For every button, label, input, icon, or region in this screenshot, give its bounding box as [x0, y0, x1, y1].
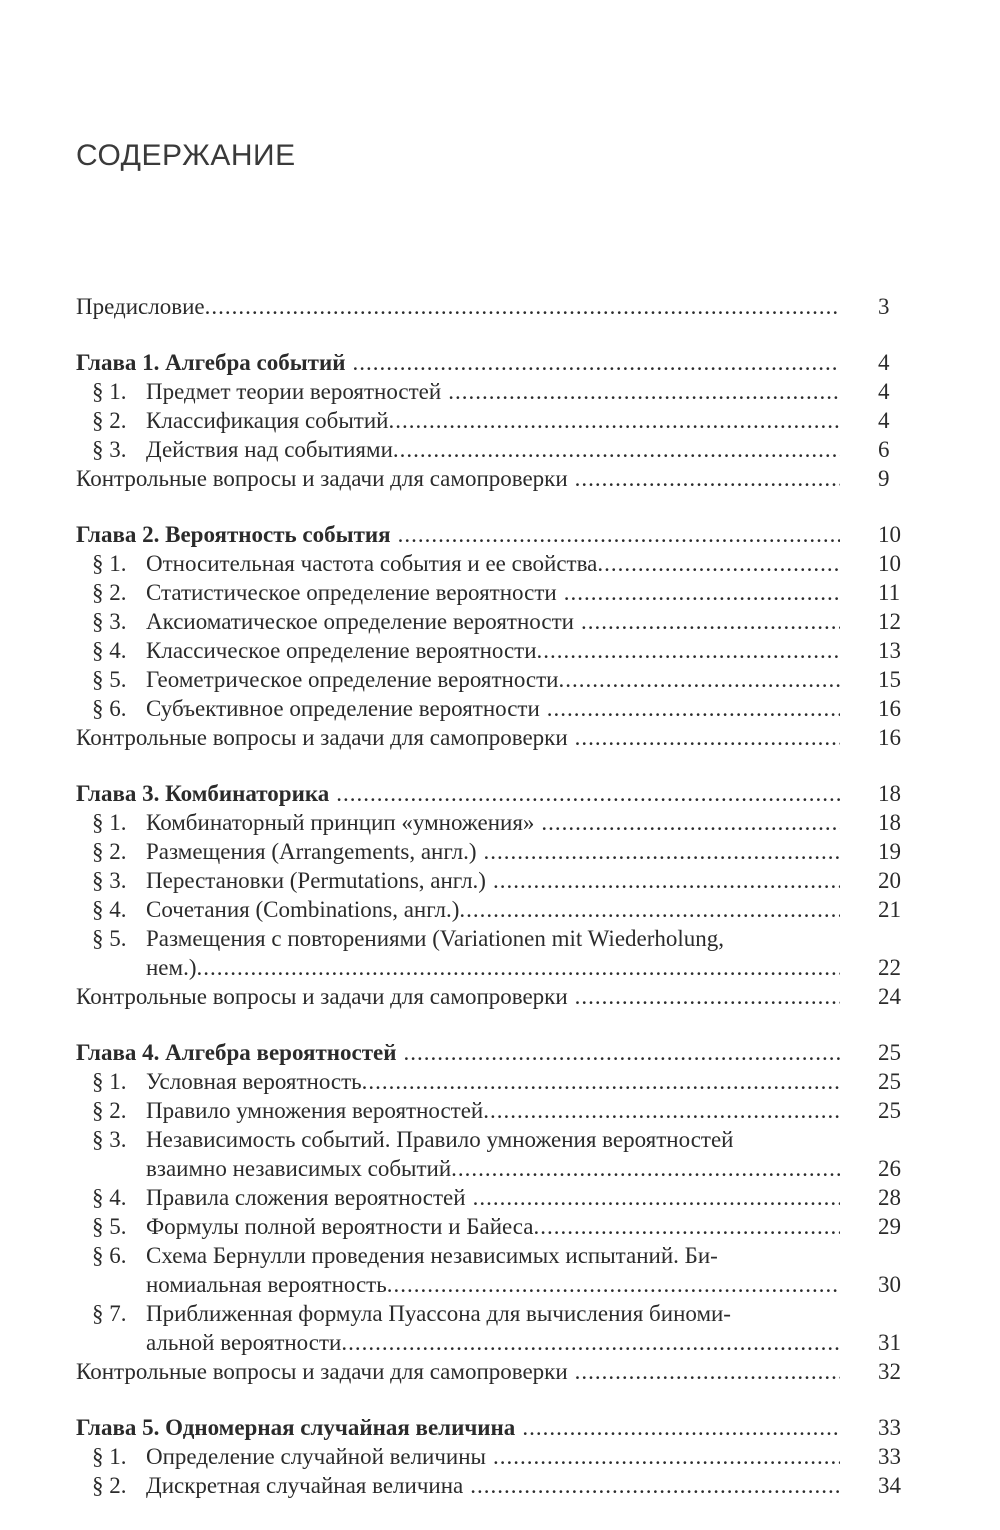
toc-entry-continuation: [146, 953, 840, 982]
leader-dots: [597, 549, 840, 578]
toc-entry-continuation: [146, 1270, 840, 1299]
page-number: 18: [878, 781, 901, 806]
entry-label-continued: альной вероятности: [146, 1330, 342, 1355]
toc-entry-line: [76, 348, 840, 377]
entry-label: Геометрическое определение вероятности: [146, 667, 559, 692]
leader-dots: [336, 779, 840, 808]
toc-entry[interactable]: [0, 1413, 1000, 1442]
toc-entry-line: [92, 1096, 840, 1125]
toc-entry-line: [92, 578, 840, 607]
toc-entry[interactable]: [0, 435, 1000, 464]
toc-entry-line: [76, 464, 840, 493]
section-mark: § 4.: [92, 1185, 127, 1210]
toc-group-chapter-5: [0, 1413, 1000, 1500]
leader-dots: [493, 1442, 840, 1471]
page-number: 10: [878, 551, 901, 576]
chapter-label: Глава 3. Комбинаторика: [76, 781, 330, 806]
section-mark: § 3.: [92, 609, 127, 634]
leader-dots: [575, 723, 840, 752]
leader-dots: [388, 406, 840, 435]
toc-entry[interactable]: [0, 607, 1000, 636]
toc-entry-continuation: [146, 1154, 840, 1183]
leader-dots: [575, 1357, 840, 1386]
page-number: 4: [878, 379, 890, 404]
toc-entry[interactable]: [0, 1212, 1000, 1241]
toc-entry[interactable]: [0, 1183, 1000, 1212]
toc-entry[interactable]: [0, 1471, 1000, 1500]
toc-entry-line: [92, 607, 840, 636]
entry-label-continued: взаимно независимых событий: [146, 1156, 452, 1181]
page-title: СОДЕРЖАНИЕ: [76, 139, 296, 172]
chapter-label: Глава 4. Алгебра вероятностей: [76, 1040, 397, 1065]
entry-label: Схема Бернулли проведения независимых испытаний. Би-: [146, 1243, 718, 1268]
toc-entry-continuation: [146, 1328, 840, 1357]
toc-entry[interactable]: [0, 464, 1000, 493]
leader-dots: [470, 1471, 840, 1500]
page-number: 4: [878, 350, 890, 375]
section-mark: § 1.: [92, 1069, 127, 1094]
leader-dots: [341, 1328, 840, 1357]
toc-entry-line: [76, 1038, 840, 1067]
entry-label: Контрольные вопросы и задачи для самопроверки: [76, 466, 568, 491]
toc-entry-line: [92, 406, 840, 435]
toc-group-chapter-1: [0, 348, 1000, 493]
toc-entry[interactable]: [0, 292, 1000, 321]
section-mark: § 3.: [92, 437, 127, 462]
leader-dots: [451, 1154, 840, 1183]
entry-label: Приближенная формула Пуассона для вычисления биноми-: [146, 1301, 731, 1326]
leader-dots: [564, 578, 840, 607]
page-number: 13: [878, 638, 901, 663]
toc-entry[interactable]: [0, 808, 1000, 837]
toc-entry-line: [92, 1212, 840, 1241]
toc-entry-line: [92, 1183, 840, 1212]
page-number: 3: [878, 294, 890, 319]
entry-label: Комбинаторный принцип «умножения»: [146, 810, 535, 835]
section-mark: § 1.: [92, 379, 127, 404]
page-number: 19: [878, 839, 901, 864]
toc-entry-line: [92, 549, 840, 578]
toc-entry[interactable]: [0, 1096, 1000, 1125]
leader-dots: [353, 348, 841, 377]
section-mark: § 6.: [92, 696, 127, 721]
page-number: 24: [878, 984, 901, 1009]
section-mark: § 4.: [92, 638, 127, 663]
page-number: 25: [878, 1098, 901, 1123]
page-number: 20: [878, 868, 901, 893]
section-mark: § 6.: [92, 1243, 127, 1268]
page-number: 26: [878, 1156, 901, 1181]
entry-label: Контрольные вопросы и задачи для самопроверки: [76, 725, 568, 750]
leader-dots: [459, 895, 840, 924]
toc-entry-line: [76, 520, 840, 549]
toc-entry-line: [92, 636, 840, 665]
page-number: 31: [878, 1330, 901, 1355]
leader-dots: [522, 1413, 840, 1442]
page-number: 34: [878, 1473, 901, 1498]
toc-entry[interactable]: [0, 723, 1000, 752]
toc-entry[interactable]: [0, 1125, 1000, 1183]
toc-entry-line: [92, 435, 840, 464]
toc-entry-line: [76, 1413, 840, 1442]
page-number: 30: [878, 1272, 901, 1297]
page-number: 29: [878, 1214, 901, 1239]
entry-label: Формулы полной вероятности и Байеса: [146, 1214, 534, 1239]
toc-entry-line: [92, 694, 840, 723]
toc-entry[interactable]: [0, 348, 1000, 377]
leader-dots: [403, 1038, 840, 1067]
entry-label: Аксиоматическое определение вероятности: [146, 609, 574, 634]
leader-dots: [493, 866, 840, 895]
toc-entry[interactable]: [0, 1038, 1000, 1067]
page-number: 22: [878, 955, 901, 980]
toc-entry[interactable]: [0, 406, 1000, 435]
entry-label: Контрольные вопросы и задачи для самопроверки: [76, 1359, 568, 1384]
page-number: 10: [878, 522, 901, 547]
page-number: 21: [878, 897, 901, 922]
section-mark: § 2.: [92, 1098, 127, 1123]
chapter-label: Глава 2. Вероятность события: [76, 522, 391, 547]
section-mark: § 1.: [92, 551, 127, 576]
toc-group-preface: [0, 292, 1000, 321]
page-number: 18: [878, 810, 901, 835]
toc-entry-line: [76, 779, 840, 808]
entry-label: Относительная частота события и ее свойства: [146, 551, 598, 576]
leader-dots: [541, 808, 840, 837]
page-number: 15: [878, 667, 901, 692]
toc-entry-line: [92, 1442, 840, 1471]
section-mark: § 5.: [92, 667, 127, 692]
page-number: 6: [878, 437, 890, 462]
leader-dots: [398, 520, 840, 549]
toc-entry-line: [92, 1471, 840, 1500]
entry-label: Субъективное определение вероятности: [146, 696, 540, 721]
toc-entry-line: [92, 665, 840, 694]
chapter-label: Глава 1. Алгебра событий: [76, 350, 346, 375]
page-number: 25: [878, 1040, 901, 1065]
entry-label: Независимость событий. Правило умножения вероятностей: [146, 1127, 734, 1152]
section-mark: § 2.: [92, 580, 127, 605]
page-number: 33: [878, 1415, 901, 1440]
toc-entry-line: [92, 808, 840, 837]
entry-label: Классификация событий: [146, 408, 389, 433]
toc-entry[interactable]: [0, 520, 1000, 549]
toc-entry[interactable]: [0, 1357, 1000, 1386]
toc-group-chapter-4: [0, 1038, 1000, 1386]
entry-label: Предмет теории вероятностей: [146, 379, 442, 404]
leader-dots: [534, 1212, 841, 1241]
toc-entry[interactable]: [0, 924, 1000, 982]
section-mark: § 2.: [92, 1473, 127, 1498]
page-number: 33: [878, 1444, 901, 1469]
leader-dots: [537, 636, 840, 665]
toc-entry[interactable]: [0, 1442, 1000, 1471]
toc-entry-line: [76, 1357, 840, 1386]
section-mark: § 5.: [92, 1214, 127, 1239]
leader-dots: [448, 377, 840, 406]
leader-dots: [362, 1067, 840, 1096]
entry-label: Условная вероятность: [146, 1069, 362, 1094]
toc-entry-line: [76, 982, 840, 1011]
entry-label: Сочетания (Combinations, англ.): [146, 897, 460, 922]
toc-entry[interactable]: [0, 866, 1000, 895]
page-number: 32: [878, 1359, 901, 1384]
entry-label-continued: нем.): [146, 955, 197, 980]
section-mark: § 3.: [92, 868, 127, 893]
page-number: 9: [878, 466, 890, 491]
leader-dots: [575, 464, 840, 493]
section-mark: § 7.: [92, 1301, 127, 1326]
leader-dots: [205, 292, 840, 321]
toc-entry-line: [92, 1067, 840, 1096]
toc-entry[interactable]: [0, 1241, 1000, 1299]
toc-entry[interactable]: [0, 895, 1000, 924]
entry-label: Статистическое определение вероятности: [146, 580, 557, 605]
toc-entry[interactable]: [0, 1067, 1000, 1096]
section-mark: § 4.: [92, 897, 127, 922]
section-mark: § 2.: [92, 408, 127, 433]
toc-entry[interactable]: [0, 1299, 1000, 1357]
chapter-label: Глава 5. Одномерная случайная величина: [76, 1415, 516, 1440]
entry-label: Классическое определение вероятности: [146, 638, 537, 663]
entry-label: Размещения с повторениями (Variationen mit Wiederholung,: [146, 926, 725, 951]
toc-entry-line: [92, 1125, 840, 1154]
toc-entry[interactable]: [0, 694, 1000, 723]
toc-entry-line: [92, 866, 840, 895]
toc-entry[interactable]: [0, 837, 1000, 866]
leader-dots: [575, 982, 840, 1011]
toc-entry[interactable]: [0, 779, 1000, 808]
leader-dots: [473, 1183, 840, 1212]
toc-entry-line: [92, 924, 840, 953]
entry-label: Перестановки (Permutations, англ.): [146, 868, 486, 893]
leader-dots: [387, 1270, 840, 1299]
entry-label: Контрольные вопросы и задачи для самопроверки: [76, 984, 568, 1009]
toc-entry[interactable]: [0, 549, 1000, 578]
toc-entry[interactable]: [0, 636, 1000, 665]
page-number: 4: [878, 408, 890, 433]
toc-entry-line: [92, 377, 840, 406]
entry-label: Правило умножения вероятностей: [146, 1098, 484, 1123]
toc-entry[interactable]: [0, 377, 1000, 406]
entry-label-continued: номиальная вероятность: [146, 1272, 387, 1297]
section-mark: § 5.: [92, 926, 127, 951]
entry-label: Правила сложения вероятностей: [146, 1185, 466, 1210]
leader-dots: [484, 837, 840, 866]
leader-dots: [547, 694, 840, 723]
section-mark: § 2.: [92, 839, 127, 864]
toc-list: [0, 292, 1000, 1500]
entry-label: Размещения (Arrangements, англ.): [146, 839, 477, 864]
page-number: 11: [878, 580, 901, 605]
page-number: 16: [878, 725, 901, 750]
section-mark: § 3.: [92, 1127, 127, 1152]
toc-entry-line: [92, 895, 840, 924]
toc-entry-line: [76, 723, 840, 752]
toc-entry-line: [92, 1299, 840, 1328]
leader-dots: [558, 665, 840, 694]
toc-entry-line: [76, 292, 840, 321]
toc-entry[interactable]: [0, 982, 1000, 1011]
toc-entry[interactable]: [0, 578, 1000, 607]
toc-group-chapter-3: [0, 779, 1000, 1011]
leader-dots: [196, 953, 840, 982]
section-mark: § 1.: [92, 1444, 127, 1469]
entry-label: Определение случайной величины: [146, 1444, 486, 1469]
page-number: 25: [878, 1069, 901, 1094]
page-number: 16: [878, 696, 901, 721]
toc-group-chapter-2: [0, 520, 1000, 752]
toc-entry-line: [92, 837, 840, 866]
section-mark: § 1.: [92, 810, 127, 835]
leader-dots: [393, 435, 840, 464]
entry-label: Дискретная случайная величина: [146, 1473, 464, 1498]
toc-entry-line: [92, 1241, 840, 1270]
leader-dots: [581, 607, 840, 636]
toc-entry[interactable]: [0, 665, 1000, 694]
entry-label: Предисловие: [76, 294, 205, 319]
page-number: 28: [878, 1185, 901, 1210]
page-number: 12: [878, 609, 901, 634]
entry-label: Действия над событиями: [146, 437, 393, 462]
leader-dots: [483, 1096, 840, 1125]
